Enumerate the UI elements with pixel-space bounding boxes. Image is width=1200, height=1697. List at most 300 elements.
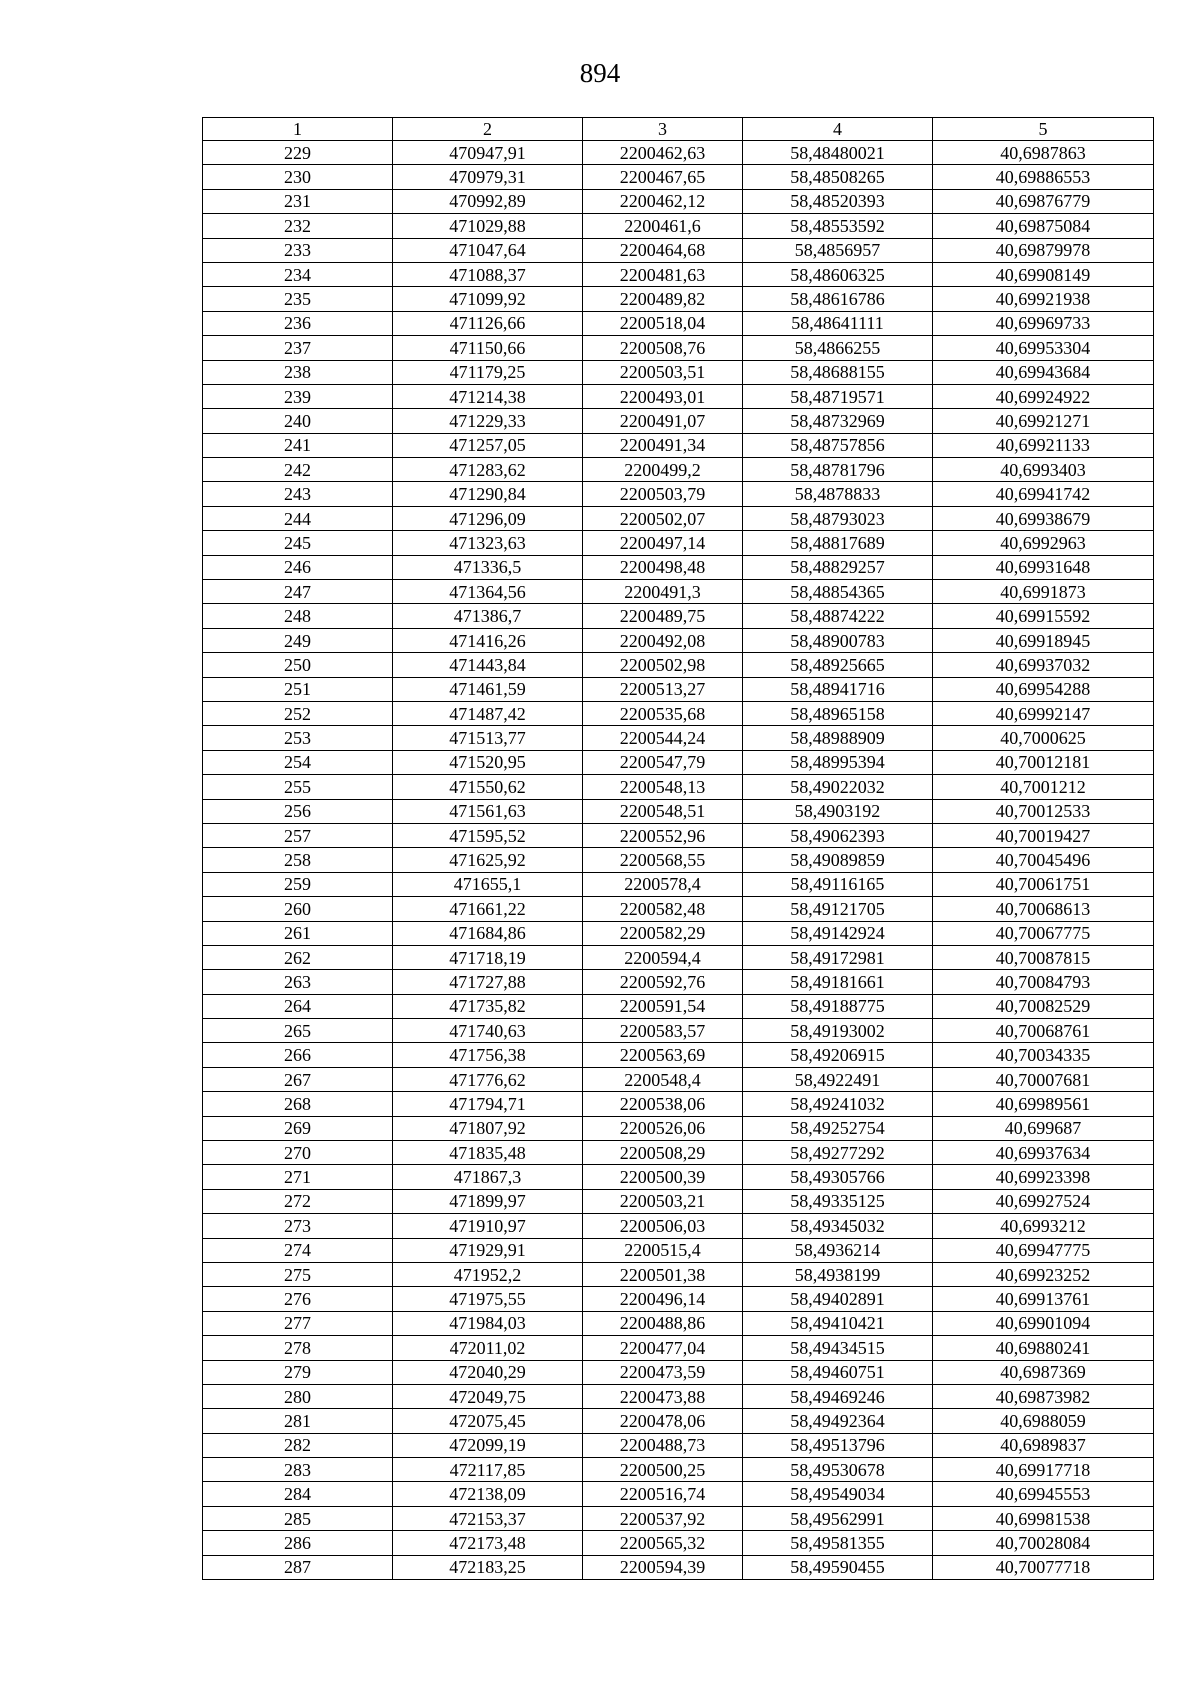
table-row: [203, 1311, 1154, 1335]
table-cell: 472075,45: [393, 1409, 583, 1433]
table-cell: 275: [203, 1262, 393, 1286]
table-cell: 2200473,59: [583, 1360, 743, 1384]
table-cell: 40,69921271: [933, 409, 1154, 433]
table-cell: 58,49513796: [743, 1433, 933, 1457]
table-cell: 40,70034335: [933, 1043, 1154, 1067]
table-cell: 246: [203, 555, 393, 579]
table-row: [203, 604, 1154, 628]
table-cell: 471461,59: [393, 677, 583, 701]
table-cell: 471595,52: [393, 823, 583, 847]
table-cell: 247: [203, 580, 393, 604]
table-cell: 284: [203, 1482, 393, 1506]
table-cell: 58,49193002: [743, 1019, 933, 1043]
table-cell: 250: [203, 653, 393, 677]
table-row: [203, 1360, 1154, 1384]
table-row: [203, 1555, 1154, 1579]
table-cell: 471984,03: [393, 1311, 583, 1335]
table-cell: 281: [203, 1409, 393, 1433]
table-cell: 58,49305766: [743, 1165, 933, 1189]
table-cell: 58,49188775: [743, 994, 933, 1018]
table-cell: 251: [203, 677, 393, 701]
table-cell: 40,70007681: [933, 1067, 1154, 1091]
table-cell: 2200491,07: [583, 409, 743, 433]
table-row: [203, 1336, 1154, 1360]
table-cell: 2200503,51: [583, 360, 743, 384]
table-cell: 2200491,3: [583, 580, 743, 604]
table-cell: 40,69876779: [933, 189, 1154, 213]
table-cell: 283: [203, 1458, 393, 1482]
table-row: [203, 506, 1154, 530]
table-cell: 58,49206915: [743, 1043, 933, 1067]
column-header: 3: [583, 118, 743, 141]
table-cell: 269: [203, 1116, 393, 1140]
table-cell: 254: [203, 750, 393, 774]
table-cell: 58,49142924: [743, 921, 933, 945]
table-cell: 2200568,55: [583, 848, 743, 872]
table-row: [203, 1019, 1154, 1043]
table-cell: 280: [203, 1384, 393, 1408]
column-header: 5: [933, 118, 1154, 141]
table-cell: 2200547,79: [583, 750, 743, 774]
table-row: [203, 1043, 1154, 1067]
table-cell: 2200461,6: [583, 214, 743, 238]
table-row: [203, 531, 1154, 555]
table-cell: 40,69954288: [933, 677, 1154, 701]
table-row: [203, 1092, 1154, 1116]
table-row: [203, 823, 1154, 847]
table-cell: 229: [203, 141, 393, 165]
table-cell: 2200548,51: [583, 799, 743, 823]
table-row: [203, 897, 1154, 921]
table-row: [203, 458, 1154, 482]
table-cell: 58,48793023: [743, 506, 933, 530]
table-cell: 58,48781796: [743, 458, 933, 482]
table-cell: 471661,22: [393, 897, 583, 921]
table-cell: 2200478,06: [583, 1409, 743, 1433]
table-cell: 2200481,63: [583, 262, 743, 286]
table-cell: 470947,91: [393, 141, 583, 165]
table-cell: 266: [203, 1043, 393, 1067]
table-cell: 58,49460751: [743, 1360, 933, 1384]
table-cell: 40,70068613: [933, 897, 1154, 921]
table-cell: 58,4866255: [743, 336, 933, 360]
table-row: [203, 872, 1154, 896]
table-row: [203, 384, 1154, 408]
coordinates-table-container: [202, 117, 1154, 1580]
table-cell: 279: [203, 1360, 393, 1384]
table-row: [203, 409, 1154, 433]
table-cell: 2200582,48: [583, 897, 743, 921]
table-cell: 40,70045496: [933, 848, 1154, 872]
table-cell: 471257,05: [393, 433, 583, 457]
table-cell: 40,69937032: [933, 653, 1154, 677]
table-row: [203, 580, 1154, 604]
table-cell: 2200508,76: [583, 336, 743, 360]
table-cell: 472153,37: [393, 1506, 583, 1530]
table-cell: 471126,66: [393, 311, 583, 335]
table-cell: 58,49469246: [743, 1384, 933, 1408]
table-cell: 58,49121705: [743, 897, 933, 921]
table-row: [203, 189, 1154, 213]
table-cell: 277: [203, 1311, 393, 1335]
table-cell: 2200594,4: [583, 945, 743, 969]
table-cell: 40,69938679: [933, 506, 1154, 530]
table-cell: 40,6993212: [933, 1214, 1154, 1238]
table-cell: 40,69873982: [933, 1384, 1154, 1408]
table-cell: 58,49181661: [743, 970, 933, 994]
table-cell: 58,48829257: [743, 555, 933, 579]
table-cell: 259: [203, 872, 393, 896]
table-cell: 471794,71: [393, 1092, 583, 1116]
table-cell: 241: [203, 433, 393, 457]
table-row: [203, 1189, 1154, 1213]
table-cell: 2200488,73: [583, 1433, 743, 1457]
table-cell: 261: [203, 921, 393, 945]
table-cell: 472099,19: [393, 1433, 583, 1457]
table-row: [203, 1531, 1154, 1555]
table-cell: 2200501,38: [583, 1262, 743, 1286]
table-cell: 58,48719571: [743, 384, 933, 408]
table-cell: 249: [203, 628, 393, 652]
table-row: [203, 799, 1154, 823]
table-row: [203, 677, 1154, 701]
table-cell: 471929,91: [393, 1238, 583, 1262]
table-row: [203, 1409, 1154, 1433]
table-cell: 2200464,68: [583, 238, 743, 262]
table-cell: 472183,25: [393, 1555, 583, 1579]
table-cell: 58,4856957: [743, 238, 933, 262]
table-cell: 40,69924922: [933, 384, 1154, 408]
table-cell: 267: [203, 1067, 393, 1091]
table-cell: 260: [203, 897, 393, 921]
table-cell: 58,49530678: [743, 1458, 933, 1482]
table-cell: 2200594,39: [583, 1555, 743, 1579]
table-cell: 58,48900783: [743, 628, 933, 652]
table-row: [203, 1287, 1154, 1311]
table-cell: 472117,85: [393, 1458, 583, 1482]
table-cell: 471336,5: [393, 555, 583, 579]
table-cell: 2200503,79: [583, 482, 743, 506]
table-row: [203, 214, 1154, 238]
table-cell: 270: [203, 1141, 393, 1165]
table-cell: 58,48732969: [743, 409, 933, 433]
table-cell: 471975,55: [393, 1287, 583, 1311]
table-cell: 2200535,68: [583, 701, 743, 725]
table-cell: 2200592,76: [583, 970, 743, 994]
header-row: [203, 118, 1154, 141]
table-cell: 2200508,29: [583, 1141, 743, 1165]
table-cell: 2200498,48: [583, 555, 743, 579]
table-cell: 40,70028084: [933, 1531, 1154, 1555]
table-cell: 40,69915592: [933, 604, 1154, 628]
table-cell: 2200518,04: [583, 311, 743, 335]
table-cell: 40,69969733: [933, 311, 1154, 335]
table-cell: 40,6988059: [933, 1409, 1154, 1433]
table-cell: 58,49277292: [743, 1141, 933, 1165]
table-cell: 58,48508265: [743, 165, 933, 189]
table-row: [203, 141, 1154, 165]
table-cell: 40,69879978: [933, 238, 1154, 262]
table-cell: 233: [203, 238, 393, 262]
table-cell: 471727,88: [393, 970, 583, 994]
table-cell: 58,4936214: [743, 1238, 933, 1262]
table-cell: 40,69918945: [933, 628, 1154, 652]
table-cell: 231: [203, 189, 393, 213]
table-cell: 58,48874222: [743, 604, 933, 628]
table-cell: 2200500,25: [583, 1458, 743, 1482]
coordinates-table: [202, 117, 1154, 1580]
table-cell: 272: [203, 1189, 393, 1213]
table-cell: 2200544,24: [583, 726, 743, 750]
table-cell: 40,69992147: [933, 701, 1154, 725]
table-cell: 471952,2: [393, 1262, 583, 1286]
table-cell: 2200499,2: [583, 458, 743, 482]
table-cell: 242: [203, 458, 393, 482]
table-cell: 40,70082529: [933, 994, 1154, 1018]
table-cell: 257: [203, 823, 393, 847]
table-row: [203, 311, 1154, 335]
table-cell: 58,49590455: [743, 1555, 933, 1579]
table-cell: 40,70012181: [933, 750, 1154, 774]
table-cell: 2200506,03: [583, 1214, 743, 1238]
table-cell: 2200492,08: [583, 628, 743, 652]
table-cell: 58,49549034: [743, 1482, 933, 1506]
table-cell: 2200488,86: [583, 1311, 743, 1335]
table-cell: 58,48757856: [743, 433, 933, 457]
table-row: [203, 970, 1154, 994]
table-cell: 472049,75: [393, 1384, 583, 1408]
table-cell: 2200493,01: [583, 384, 743, 408]
column-header: 4: [743, 118, 933, 141]
table-cell: 243: [203, 482, 393, 506]
table-cell: 2200462,63: [583, 141, 743, 165]
table-row: [203, 1165, 1154, 1189]
table-cell: 255: [203, 775, 393, 799]
table-cell: 58,48641111: [743, 311, 933, 335]
table-cell: 2200473,88: [583, 1384, 743, 1408]
table-cell: 471150,66: [393, 336, 583, 360]
table-cell: 2200578,4: [583, 872, 743, 896]
table-cell: 40,69923398: [933, 1165, 1154, 1189]
table-cell: 2200537,92: [583, 1506, 743, 1530]
table-cell: 240: [203, 409, 393, 433]
table-cell: 263: [203, 970, 393, 994]
table-cell: 2200489,82: [583, 287, 743, 311]
table-cell: 471416,26: [393, 628, 583, 652]
table-row: [203, 287, 1154, 311]
table-cell: 58,49241032: [743, 1092, 933, 1116]
column-header: 2: [393, 118, 583, 141]
table-cell: 471835,48: [393, 1141, 583, 1165]
table-cell: 40,70084793: [933, 970, 1154, 994]
table-cell: 40,69913761: [933, 1287, 1154, 1311]
table-cell: 40,70067775: [933, 921, 1154, 945]
table-cell: 40,69953304: [933, 336, 1154, 360]
table-cell: 40,69921938: [933, 287, 1154, 311]
table-cell: 471047,64: [393, 238, 583, 262]
table-cell: 2200503,21: [583, 1189, 743, 1213]
table-cell: 2200583,57: [583, 1019, 743, 1043]
table-row: [203, 701, 1154, 725]
table-row: [203, 482, 1154, 506]
page-number: 894: [579, 58, 621, 88]
table-cell: 472011,02: [393, 1336, 583, 1360]
table-cell: 471283,62: [393, 458, 583, 482]
table-cell: 40,699687: [933, 1116, 1154, 1140]
table-cell: 232: [203, 214, 393, 238]
table-cell: 471487,42: [393, 701, 583, 725]
table-cell: 58,49252754: [743, 1116, 933, 1140]
table-cell: 58,49089859: [743, 848, 933, 872]
table-cell: 471776,62: [393, 1067, 583, 1091]
table-cell: 278: [203, 1336, 393, 1360]
table-cell: 58,49402891: [743, 1287, 933, 1311]
table-cell: 2200552,96: [583, 823, 743, 847]
table-row: [203, 1214, 1154, 1238]
table-cell: 471290,84: [393, 482, 583, 506]
table-cell: 2200496,14: [583, 1287, 743, 1311]
table-cell: 40,70077718: [933, 1555, 1154, 1579]
table-cell: 244: [203, 506, 393, 530]
table-cell: 40,7000625: [933, 726, 1154, 750]
table-cell: 471867,3: [393, 1165, 583, 1189]
table-cell: 40,69886553: [933, 165, 1154, 189]
table-cell: 58,49434515: [743, 1336, 933, 1360]
table-cell: 235: [203, 287, 393, 311]
table-cell: 471179,25: [393, 360, 583, 384]
table-cell: 58,48606325: [743, 262, 933, 286]
table-cell: 58,49410421: [743, 1311, 933, 1335]
table-row: [203, 1116, 1154, 1140]
table-cell: 471756,38: [393, 1043, 583, 1067]
table-cell: 239: [203, 384, 393, 408]
table-row: [203, 653, 1154, 677]
table-cell: 471520,95: [393, 750, 583, 774]
table-row: [203, 238, 1154, 262]
table-cell: 58,4878833: [743, 482, 933, 506]
table-cell: 58,4938199: [743, 1262, 933, 1286]
table-cell: 2200563,69: [583, 1043, 743, 1067]
table-row: [203, 555, 1154, 579]
table-cell: 58,49335125: [743, 1189, 933, 1213]
table-cell: 2200502,98: [583, 653, 743, 677]
table-row: [203, 1262, 1154, 1286]
table-cell: 282: [203, 1433, 393, 1457]
table-cell: 471229,33: [393, 409, 583, 433]
table-cell: 253: [203, 726, 393, 750]
table-cell: 40,6989837: [933, 1433, 1154, 1457]
table-cell: 258: [203, 848, 393, 872]
table-row: [203, 1506, 1154, 1530]
column-header: 1: [203, 118, 393, 141]
table-cell: 276: [203, 1287, 393, 1311]
table-cell: 252: [203, 701, 393, 725]
table-cell: 58,48941716: [743, 677, 933, 701]
table-cell: 472173,48: [393, 1531, 583, 1555]
table-cell: 58,49022032: [743, 775, 933, 799]
table-cell: 2200513,27: [583, 677, 743, 701]
table-cell: 40,70019427: [933, 823, 1154, 847]
table-cell: 58,4922491: [743, 1067, 933, 1091]
table-cell: 285: [203, 1506, 393, 1530]
table-cell: 2200538,06: [583, 1092, 743, 1116]
table-row: [203, 775, 1154, 799]
table-cell: 236: [203, 311, 393, 335]
table-body: [203, 141, 1154, 1580]
table-cell: 265: [203, 1019, 393, 1043]
table-row: [203, 945, 1154, 969]
table-cell: 471899,97: [393, 1189, 583, 1213]
table-cell: 58,4903192: [743, 799, 933, 823]
table-cell: 40,69947775: [933, 1238, 1154, 1262]
table-row: [203, 262, 1154, 286]
table-cell: 40,69908149: [933, 262, 1154, 286]
table-cell: 472138,09: [393, 1482, 583, 1506]
table-cell: 471323,63: [393, 531, 583, 555]
table-row: [203, 994, 1154, 1018]
table-cell: 58,49345032: [743, 1214, 933, 1238]
table-row: [203, 433, 1154, 457]
table-cell: 40,69945553: [933, 1482, 1154, 1506]
table-cell: 471735,82: [393, 994, 583, 1018]
table-cell: 58,48480021: [743, 141, 933, 165]
table-cell: 58,48616786: [743, 287, 933, 311]
table-cell: 58,49062393: [743, 823, 933, 847]
table-header: [203, 118, 1154, 141]
table-cell: 58,48817689: [743, 531, 933, 555]
table-cell: 471684,86: [393, 921, 583, 945]
table-cell: 237: [203, 336, 393, 360]
table-row: [203, 921, 1154, 945]
table-cell: 470992,89: [393, 189, 583, 213]
table-cell: 268: [203, 1092, 393, 1116]
table-cell: 2200477,04: [583, 1336, 743, 1360]
table-cell: 471740,63: [393, 1019, 583, 1043]
table-cell: 2200502,07: [583, 506, 743, 530]
table-cell: 40,70012533: [933, 799, 1154, 823]
table-cell: 2200462,12: [583, 189, 743, 213]
table-cell: 471655,1: [393, 872, 583, 896]
table-row: [203, 165, 1154, 189]
table-cell: 2200491,34: [583, 433, 743, 457]
table-cell: 40,69875084: [933, 214, 1154, 238]
table-row: [203, 336, 1154, 360]
table-cell: 40,6992963: [933, 531, 1154, 555]
table-cell: 58,48553592: [743, 214, 933, 238]
table-cell: 471550,62: [393, 775, 583, 799]
table-cell: 471513,77: [393, 726, 583, 750]
table-cell: 40,6987863: [933, 141, 1154, 165]
table-cell: 40,69917718: [933, 1458, 1154, 1482]
table-cell: 234: [203, 262, 393, 286]
table-cell: 58,49581355: [743, 1531, 933, 1555]
table-cell: 471443,84: [393, 653, 583, 677]
table-cell: 471625,92: [393, 848, 583, 872]
table-cell: 471561,63: [393, 799, 583, 823]
table-cell: 472040,29: [393, 1360, 583, 1384]
table-cell: 256: [203, 799, 393, 823]
table-cell: 40,69927524: [933, 1189, 1154, 1213]
table-cell: 471214,38: [393, 384, 583, 408]
table-cell: 40,69981538: [933, 1506, 1154, 1530]
table-cell: 2200591,54: [583, 994, 743, 1018]
table-cell: 471910,97: [393, 1214, 583, 1238]
table-cell: 471088,37: [393, 262, 583, 286]
table-cell: 40,69941742: [933, 482, 1154, 506]
table-cell: 40,69937634: [933, 1141, 1154, 1165]
table-row: [203, 1384, 1154, 1408]
table-cell: 230: [203, 165, 393, 189]
